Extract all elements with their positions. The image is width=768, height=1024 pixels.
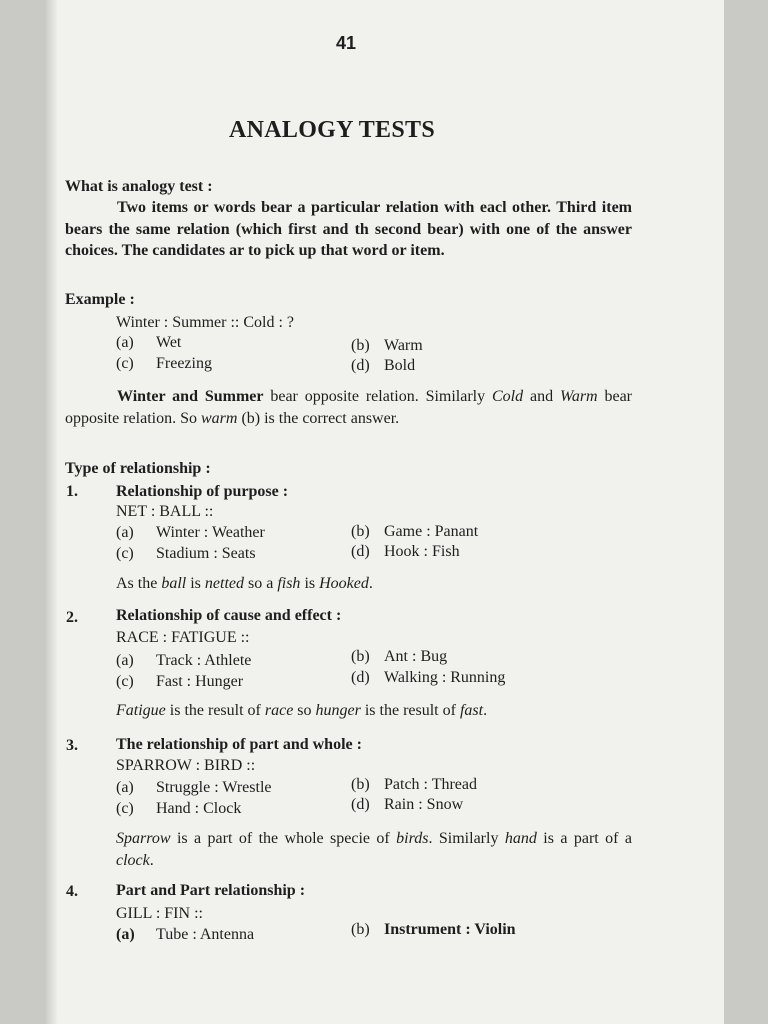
section-question: GILL : FIN :: [116,905,203,922]
option-label: (a) [116,652,134,669]
section-heading: Relationship of cause and effect : [116,607,342,624]
types-heading: Type of relationship : [65,460,211,477]
text-run: race [264,702,294,719]
example-question: Winter : Summer :: Cold : ? [116,314,294,331]
option-text: Patch : Thread [384,776,478,793]
text-run: birds [396,830,429,847]
option-label: (c) [116,673,134,690]
section-number: 1. [66,483,78,500]
text-run: is [186,575,205,592]
option-label: (b) [351,648,370,665]
section-heading: Relationship of purpose : [116,483,289,500]
option-label: (c) [116,800,134,817]
text-run: Fatigue [116,702,166,719]
example-option-label: (b) [351,337,370,354]
example-option-text: Wet [156,334,182,351]
example-option-label: (c) [116,355,134,372]
option-text: Winter : Weather [156,524,265,541]
text-run: warm [200,409,238,427]
section-question: NET : BALL :: [116,503,214,520]
option-text: Walking : Running [384,669,506,686]
text-run: so a [243,575,278,592]
text-run: bear opposite relation. Similarly [263,388,492,405]
option-text: Fast : Hunger [156,673,244,690]
text-run: and [523,388,560,405]
text-run: (b) is the correct answer. [237,409,400,427]
option-text: Game : Panant [384,523,479,540]
page-number: 41 [336,33,357,53]
text-run: is [300,575,320,592]
text-run: fish [277,575,301,592]
example-option-text: Warm [384,337,423,354]
text-run: clock [116,851,150,869]
text-run: so [293,702,316,719]
example-option-label: (d) [351,357,370,374]
section-question: RACE : FATIGUE :: [116,629,250,646]
text-run: Sparrow [116,830,171,847]
text-run: ball [161,575,187,592]
option-text: Stadium : Seats [156,545,256,562]
text-run: . [368,575,373,592]
option-label: (b) [351,523,370,540]
example-explanation [65,386,632,429]
intro-text: Two items or words bear a particular relation with eacl other. Third item bears the same relation (which first and th second bear) with one of the answer choices. The candidates ar to pick up that word or item. [65,199,632,259]
example-heading: Example : [65,291,135,308]
page-edge-shadow [44,0,58,1024]
text-run: is the result of [165,702,265,719]
text-run: bear opposite relation. So [65,388,633,427]
text-run: hand [504,830,537,847]
option-label: (b) [351,776,370,793]
option-label: (d) [351,669,370,686]
page-title: ANALOGY TESTS [229,117,435,143]
text-run: is a part of the whole specie of [170,830,397,847]
text-run: hunger [315,702,361,719]
text-run: is a part of a [536,830,633,847]
text-run: . [149,851,154,869]
option-text: Instrument : Violin [384,921,516,938]
option-label: (c) [116,545,134,562]
section-explanation [116,702,487,720]
option-text: Struggle : Wrestle [156,779,272,796]
option-label: (a) [116,926,135,943]
text-run: . [483,702,488,719]
text-run: Hooked [319,575,369,592]
text-run: netted [204,575,244,592]
section-number: 2. [66,609,78,626]
example-option-text: Freezing [156,355,212,372]
section-heading: The relationship of part and whole : [116,736,362,753]
intro-heading: What is analogy test : [65,178,213,195]
option-text: Tube : Antenna [156,926,255,943]
section-number: 3. [66,737,78,754]
option-label: (d) [351,543,370,560]
option-label: (d) [351,796,370,813]
option-label: (a) [116,779,134,796]
option-text: Hook : Fish [384,543,460,560]
text-run: Winter and Summer [117,388,264,405]
option-text: Rain : Snow [384,796,464,813]
section-number: 4. [66,883,78,900]
option-label: (b) [351,921,370,938]
text-run: . Similarly [428,830,505,847]
text-run: Warm [559,388,598,405]
text-run: As the [116,575,162,592]
section-heading: Part and Part relationship : [116,882,306,899]
text-run: Cold [492,388,524,405]
example-option-text: Bold [384,357,416,374]
text-run: fast [459,702,484,719]
option-label: (a) [116,524,134,541]
example-option-label: (a) [116,334,134,351]
section-question: SPARROW : BIRD :: [116,757,256,774]
option-text: Ant : Bug [384,648,448,665]
section-explanation [116,575,373,593]
option-text: Track : Athlete [156,652,252,669]
option-text: Hand : Clock [156,800,242,817]
section-explanation [116,828,632,871]
text-run: is the result of [360,702,460,719]
